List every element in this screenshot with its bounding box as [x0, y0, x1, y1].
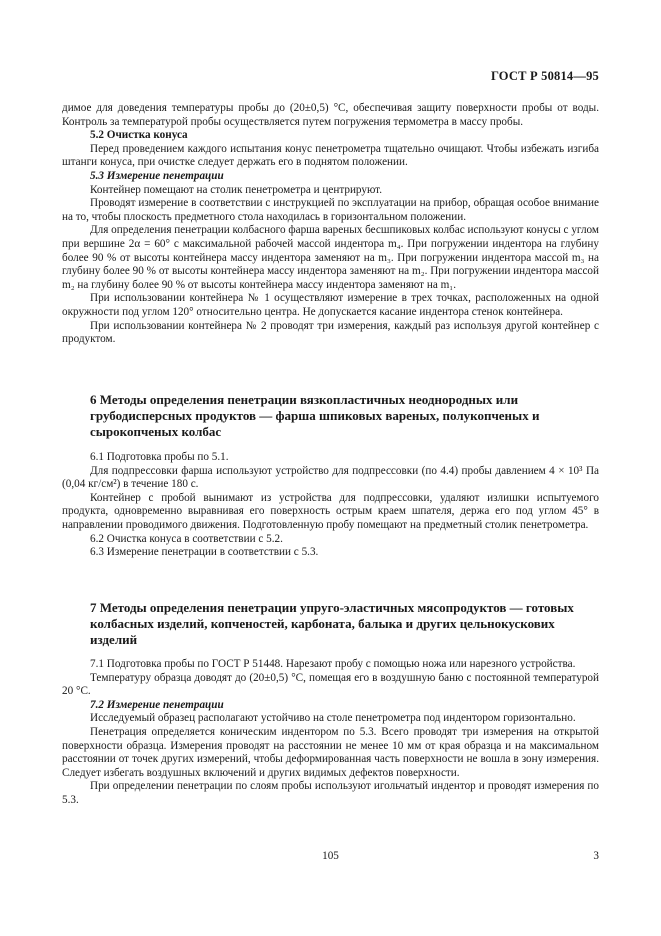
paragraph: При определении пенетрации по слоям пробы используют игольчатый индентор и проводят измерения по 5.3.: [62, 780, 599, 806]
paragraph: 6.2 Очистка конуса в соответствии с 5.2.: [90, 532, 283, 545]
section-7-body: [62, 658, 599, 808]
paragraph: димое для доведения температуры пробы до (20±0,5) °С, обеспечивая защиту поверхности пробы от воды. Контроль за температурой пробы осуществляется путем погружения термометра в массу пробы.: [62, 102, 599, 128]
paragraph: Для определения пенетрации колбасного фарша вареных бесшпиковых колбас используют конусы с углом при вершине 2α = 60° с максимальной рабочей массой индентора m₄. При погружении индентора на глубину более 90 % от высоты контейнера массу индентора заменяют на m₃. При погружении индентора массой m₃ на глубину более 90 % от высоты контейнера массу индентора заменяют на m₂. При погружении индентора массой m₂ на глубину более 90 % от высоты контейнера массу индентора заменяют на m₁.: [62, 224, 599, 291]
page-number: 105: [322, 850, 339, 862]
paragraph: 6.1 Подготовка пробы по 5.1.: [90, 451, 229, 463]
subsection-7-2-heading: 7.2 Измерение пенетрации: [90, 698, 224, 711]
paragraph: При использовании контейнера № 1 осуществляют измерение в трех точках, расположенных на одной окружности под углом 120° относительно центра. Не допускается касание индентора стенок контейнера.: [62, 292, 599, 318]
section-6-title: 6 Методы определения пенетрации вязкопластичных неоднородных или грубодисперсных продуктов — фарша шпиковых вареных, полукопченых и сырокопченых колбас: [90, 392, 540, 439]
section-6-body: [62, 451, 599, 560]
sheet-number: 3: [593, 850, 599, 862]
paragraph: Контейнер помещают на столик пенетрометра и центрируют.: [90, 183, 383, 196]
paragraph: Контейнер с пробой вынимают из устройства для подпрессовки, удаляют излишки испытуемого продукта, одновременно выравнивая его поверхность острым краем шпателя, держа его под углом 45° в направлении проводимого движения. Подготовленную пробу помещают на предметный столик пенетрометра.: [62, 491, 599, 531]
subsection-5-2-heading: 5.2 Очистка конуса: [90, 129, 188, 142]
paragraph: Проводят измерение в соответствии с инструкцией по эксплуатации на прибор, обращая особое внимание на то, чтобы плоскость предметного стола находилась в горизонтальном положении.: [62, 197, 599, 223]
paragraph: Пенетрация определяется коническим индентором по 5.3. Всего проводят три измерения на открытой поверхности образца. Измерения проводят на расстоянии не менее 10 мм от края образца и на максимальном расстоянии от точек других измерений, чтобы деформированная часть поверхности не вошла в зону измерения. Следует избегать воздушных включений и других видимых дефектов поверхности.: [62, 725, 599, 779]
section-7-title: 7 Методы определения пенетрации упруго-эластичных мясопродуктов — готовых колбасных изделий, копченостей, карбоната, балыка и других цельнокускових изделий: [90, 600, 574, 647]
section-5-continuation: [62, 102, 599, 347]
document-id-header: ГОСТ Р 50814—95: [490, 69, 599, 83]
paragraph: 6.3 Измерение пенетрации в соответствии с 5.3.: [90, 546, 319, 559]
subsection-5-3-heading: 5.3 Измерение пенетрации: [90, 169, 224, 182]
paragraph: При использовании контейнера № 2 проводят три измерения, каждый раз используя другой контейнер с продуктом.: [62, 319, 599, 346]
paragraph: Исследуемый образец располагают устойчиво на столе пенетрометра под индентором горизонтально.: [90, 712, 576, 725]
paragraph: Температуру образца доводят до (20±0,5) °С, помещая его в воздушную баню с постоянной температурой 20 °С.: [62, 671, 599, 698]
paragraph: 7.1 Подготовка пробы по ГОСТ Р 51448. Нарезают пробу с помощью ножа или нарезного устройства.: [90, 658, 576, 670]
paragraph: Для подпрессовки фарша используют устройство для подпрессовки (по 4.4) пробы давлением 4 × 10³ Па (0,04 кг/см²) в течение 180 с.: [62, 464, 599, 491]
paragraph: Перед проведением каждого испытания конус пенетрометра тщательно очищают. Чтобы избежать изгиба штанги конуса, при очистке следует держать его в поднятом положении.: [62, 142, 599, 169]
